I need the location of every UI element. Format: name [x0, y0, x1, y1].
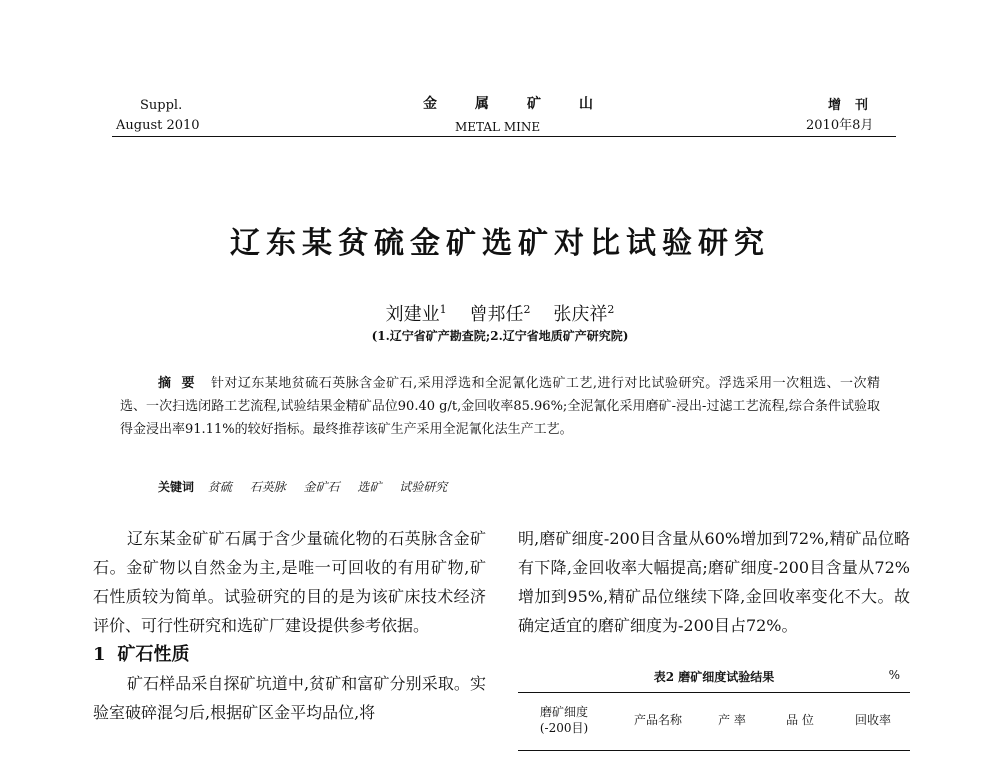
column-header-fineness-line1: 磨矿细度: [539, 705, 588, 719]
table-unit: %: [888, 668, 900, 682]
header-left-bottom: August 2010: [116, 118, 200, 133]
results-paragraph: 明,磨矿细度-200目含量从60%增加到72%,精矿品位略有下降,金回收率大幅提高;磨矿细度-200目含量从72%增加到95%,精矿品位继续下降,金回收率变化不大。故确定适宜的磨矿细度为-200目占72%。: [518, 529, 910, 635]
keyword: 金矿石: [303, 480, 340, 494]
keywords: [158, 478, 461, 495]
author-name: 曾邦任: [469, 304, 524, 325]
header-right-top: 增刊: [828, 98, 883, 113]
affiliations: (1.辽宁省矿产勘查院;2.辽宁省地质矿产研究院): [371, 329, 629, 343]
author-affiliation-mark: 2: [523, 303, 531, 316]
section-heading: [93, 640, 486, 669]
keyword: 石英脉: [249, 480, 286, 494]
author-name: 刘建业: [385, 304, 440, 325]
section-number: 1: [93, 644, 106, 665]
author-affiliation-mark: 2: [607, 303, 615, 316]
intro-paragraph: 辽东某金矿矿石属于含少量硫化物的石英脉含金矿石。金矿物以自然金为主,是唯一可回收的有用矿物,矿石性质较为简单。试验研究的目的是为该矿床技术经济评价、可行性研究和选矿厂建设提供参考依据。: [93, 529, 486, 635]
table-top-rule: [518, 692, 910, 693]
column-header-yield: 产 率: [718, 713, 746, 727]
keyword: 贫硫: [207, 480, 232, 494]
table-caption: [518, 668, 910, 685]
body-column-left: [93, 524, 486, 727]
keywords-label: 关键词: [158, 480, 195, 494]
header-rule: [112, 136, 896, 137]
paper-title: 辽东某贫硫金矿选矿对比试验研究: [230, 226, 770, 261]
abstract-label: 摘要: [158, 376, 205, 391]
column-header-fineness-line2: (-200目): [539, 721, 589, 735]
journal-name-en: METAL MINE: [455, 120, 541, 134]
table-header-row: [518, 704, 910, 738]
column-header-product: 产品名称: [633, 713, 682, 727]
header-right-bottom: 2010年8月: [806, 118, 874, 133]
section-title: 矿石性质: [117, 644, 190, 665]
author-list: [0, 300, 1000, 326]
keyword: 试验研究: [399, 480, 448, 494]
keyword: 选矿: [357, 480, 382, 494]
journal-name-cn: 金属矿山: [423, 96, 631, 112]
table-caption-text: 表2 磨矿细度试验结果: [653, 670, 775, 684]
column-header-recovery: 回收率: [854, 713, 891, 727]
abstract-text: 针对辽东某地贫硫石英脉含金矿石,采用浮选和全泥氰化选矿工艺,进行对比试验研究。浮选采用一次粗选、一次精选、一次扫选闭路工艺流程,试验结果金精矿品位90.40 g/t,金回收率85.96%;全泥氰化采用磨矿-浸出-过滤工艺流程,综合条件试验取得金浸出率91.11%的较好指标。最终推荐该矿生产采用全泥氰化法生产工艺。: [120, 376, 880, 437]
body-column-right: [518, 524, 910, 640]
author-affiliation-mark: 1: [439, 303, 447, 316]
column-header-grade: 品 位: [786, 713, 814, 727]
header-left-top: Suppl.: [140, 98, 183, 113]
abstract: [120, 372, 880, 441]
section-paragraph: 矿石样品采自探矿坑道中,贫矿和富矿分别采取。实验室破碎混匀后,根据矿区金平均品位,将: [93, 674, 486, 722]
table-header-rule: [518, 750, 910, 751]
author-name: 张庆祥: [553, 304, 608, 325]
column-header-fineness: [518, 704, 610, 736]
